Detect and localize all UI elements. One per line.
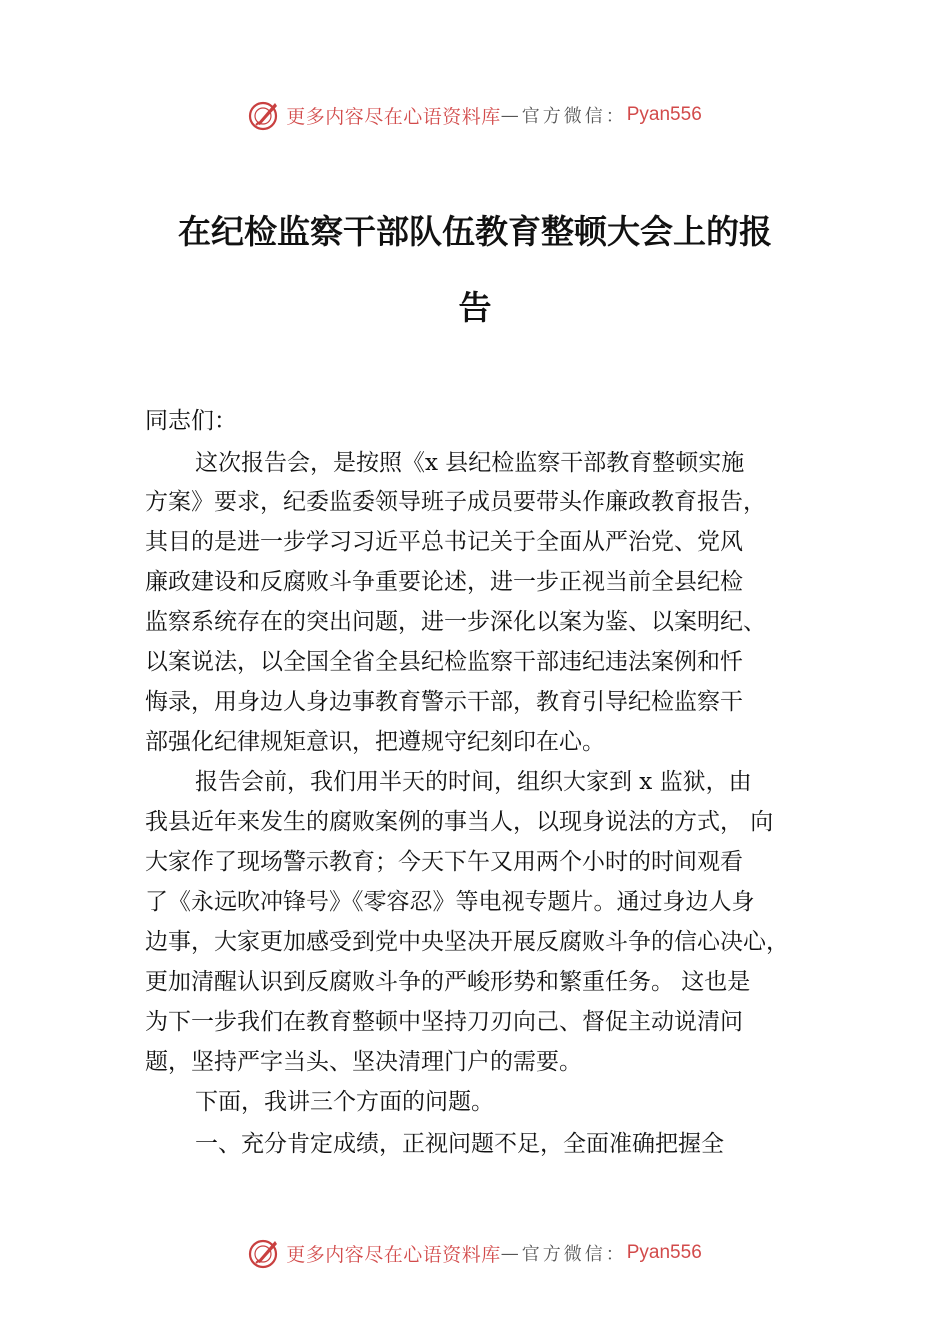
paragraph-line: 监察系统存在的突出问题，进一步深化以案为鉴、以案明纪、 xyxy=(145,609,766,635)
paragraph-line: 廉政建设和反腐败斗争重要论述，进一步正视当前全县纪检 xyxy=(145,569,743,595)
paragraph-line: 报告会前，我们用半天的时间，组织大家到 x 监狱，由 xyxy=(195,769,752,795)
section-heading-line: 一、充分肯定成绩，正视问题不足，全面准确把握全 xyxy=(195,1131,724,1157)
paragraph-line: 了《永远吹冲锋号》《零容忍》等电视专题片。通过身边人身 xyxy=(145,889,755,915)
quill-logo-icon xyxy=(248,1236,282,1270)
watermark-wechat-id: Pyan556 xyxy=(626,104,702,125)
watermark-dash: — xyxy=(500,104,522,126)
document-title-line-1: 在纪检监察干部队伍教育整顿大会上的报 xyxy=(178,212,772,251)
paragraph-line: 方案》要求，纪委监委领导班子成员要带头作廉政教育报告， xyxy=(145,489,766,515)
watermark-wechat-id: Pyan556 xyxy=(626,1242,702,1263)
paragraph-line: 为下一步我们在教育整顿中坚持刀刃向己、督促主动说清问 xyxy=(145,1009,743,1035)
paragraph-line: 我县近年来发生的腐败案例的事当人，以现身说法的方式， 向 xyxy=(145,809,774,835)
watermark-wechat-label: 官方微信： xyxy=(521,106,627,127)
paragraph-line: 部强化纪律规矩意识，把遵规守纪刻印在心。 xyxy=(145,729,605,755)
paragraph-line: 题，坚持严字当头、坚决清理门户的需要。 xyxy=(145,1049,582,1075)
footer-watermark xyxy=(0,1233,950,1273)
watermark-brand-text: 更多内容尽在心语资料库 xyxy=(286,105,501,128)
quill-logo-icon xyxy=(248,98,282,132)
paragraph-line: 以案说法，以全国全省全县纪检监察干部违纪违法案例和忏 xyxy=(145,649,743,675)
paragraph-line: 大家作了现场警示教育；今天下午又用两个小时的时间观看 xyxy=(145,849,743,875)
paragraph-line: 下面，我讲三个方面的问题。 xyxy=(195,1089,494,1115)
paragraph-line: 更加清醒认识到反腐败斗争的严峻形势和繁重任务。 这也是 xyxy=(145,969,751,995)
paragraph-line: 悔录，用身边人身边事教育警示干部，教育引导纪检监察干 xyxy=(145,689,743,715)
paragraph-line: 其目的是进一步学习习近平总书记关于全面从严治党、党风 xyxy=(145,529,743,555)
salutation: 同志们： xyxy=(145,408,237,434)
watermark-dash: — xyxy=(500,1242,522,1264)
paragraph-line: 边事，大家更加感受到党中央坚决开展反腐败斗争的信心决心， xyxy=(145,929,789,955)
watermark-wechat-label: 官方微信： xyxy=(521,1244,627,1265)
watermark-brand-text: 更多内容尽在心语资料库 xyxy=(286,1243,501,1266)
document-title-line-2: 告 xyxy=(458,288,492,327)
header-watermark xyxy=(0,95,950,135)
paragraph-line: 这次报告会，是按照《x 县纪检监察干部教育整顿实施 xyxy=(195,450,745,476)
